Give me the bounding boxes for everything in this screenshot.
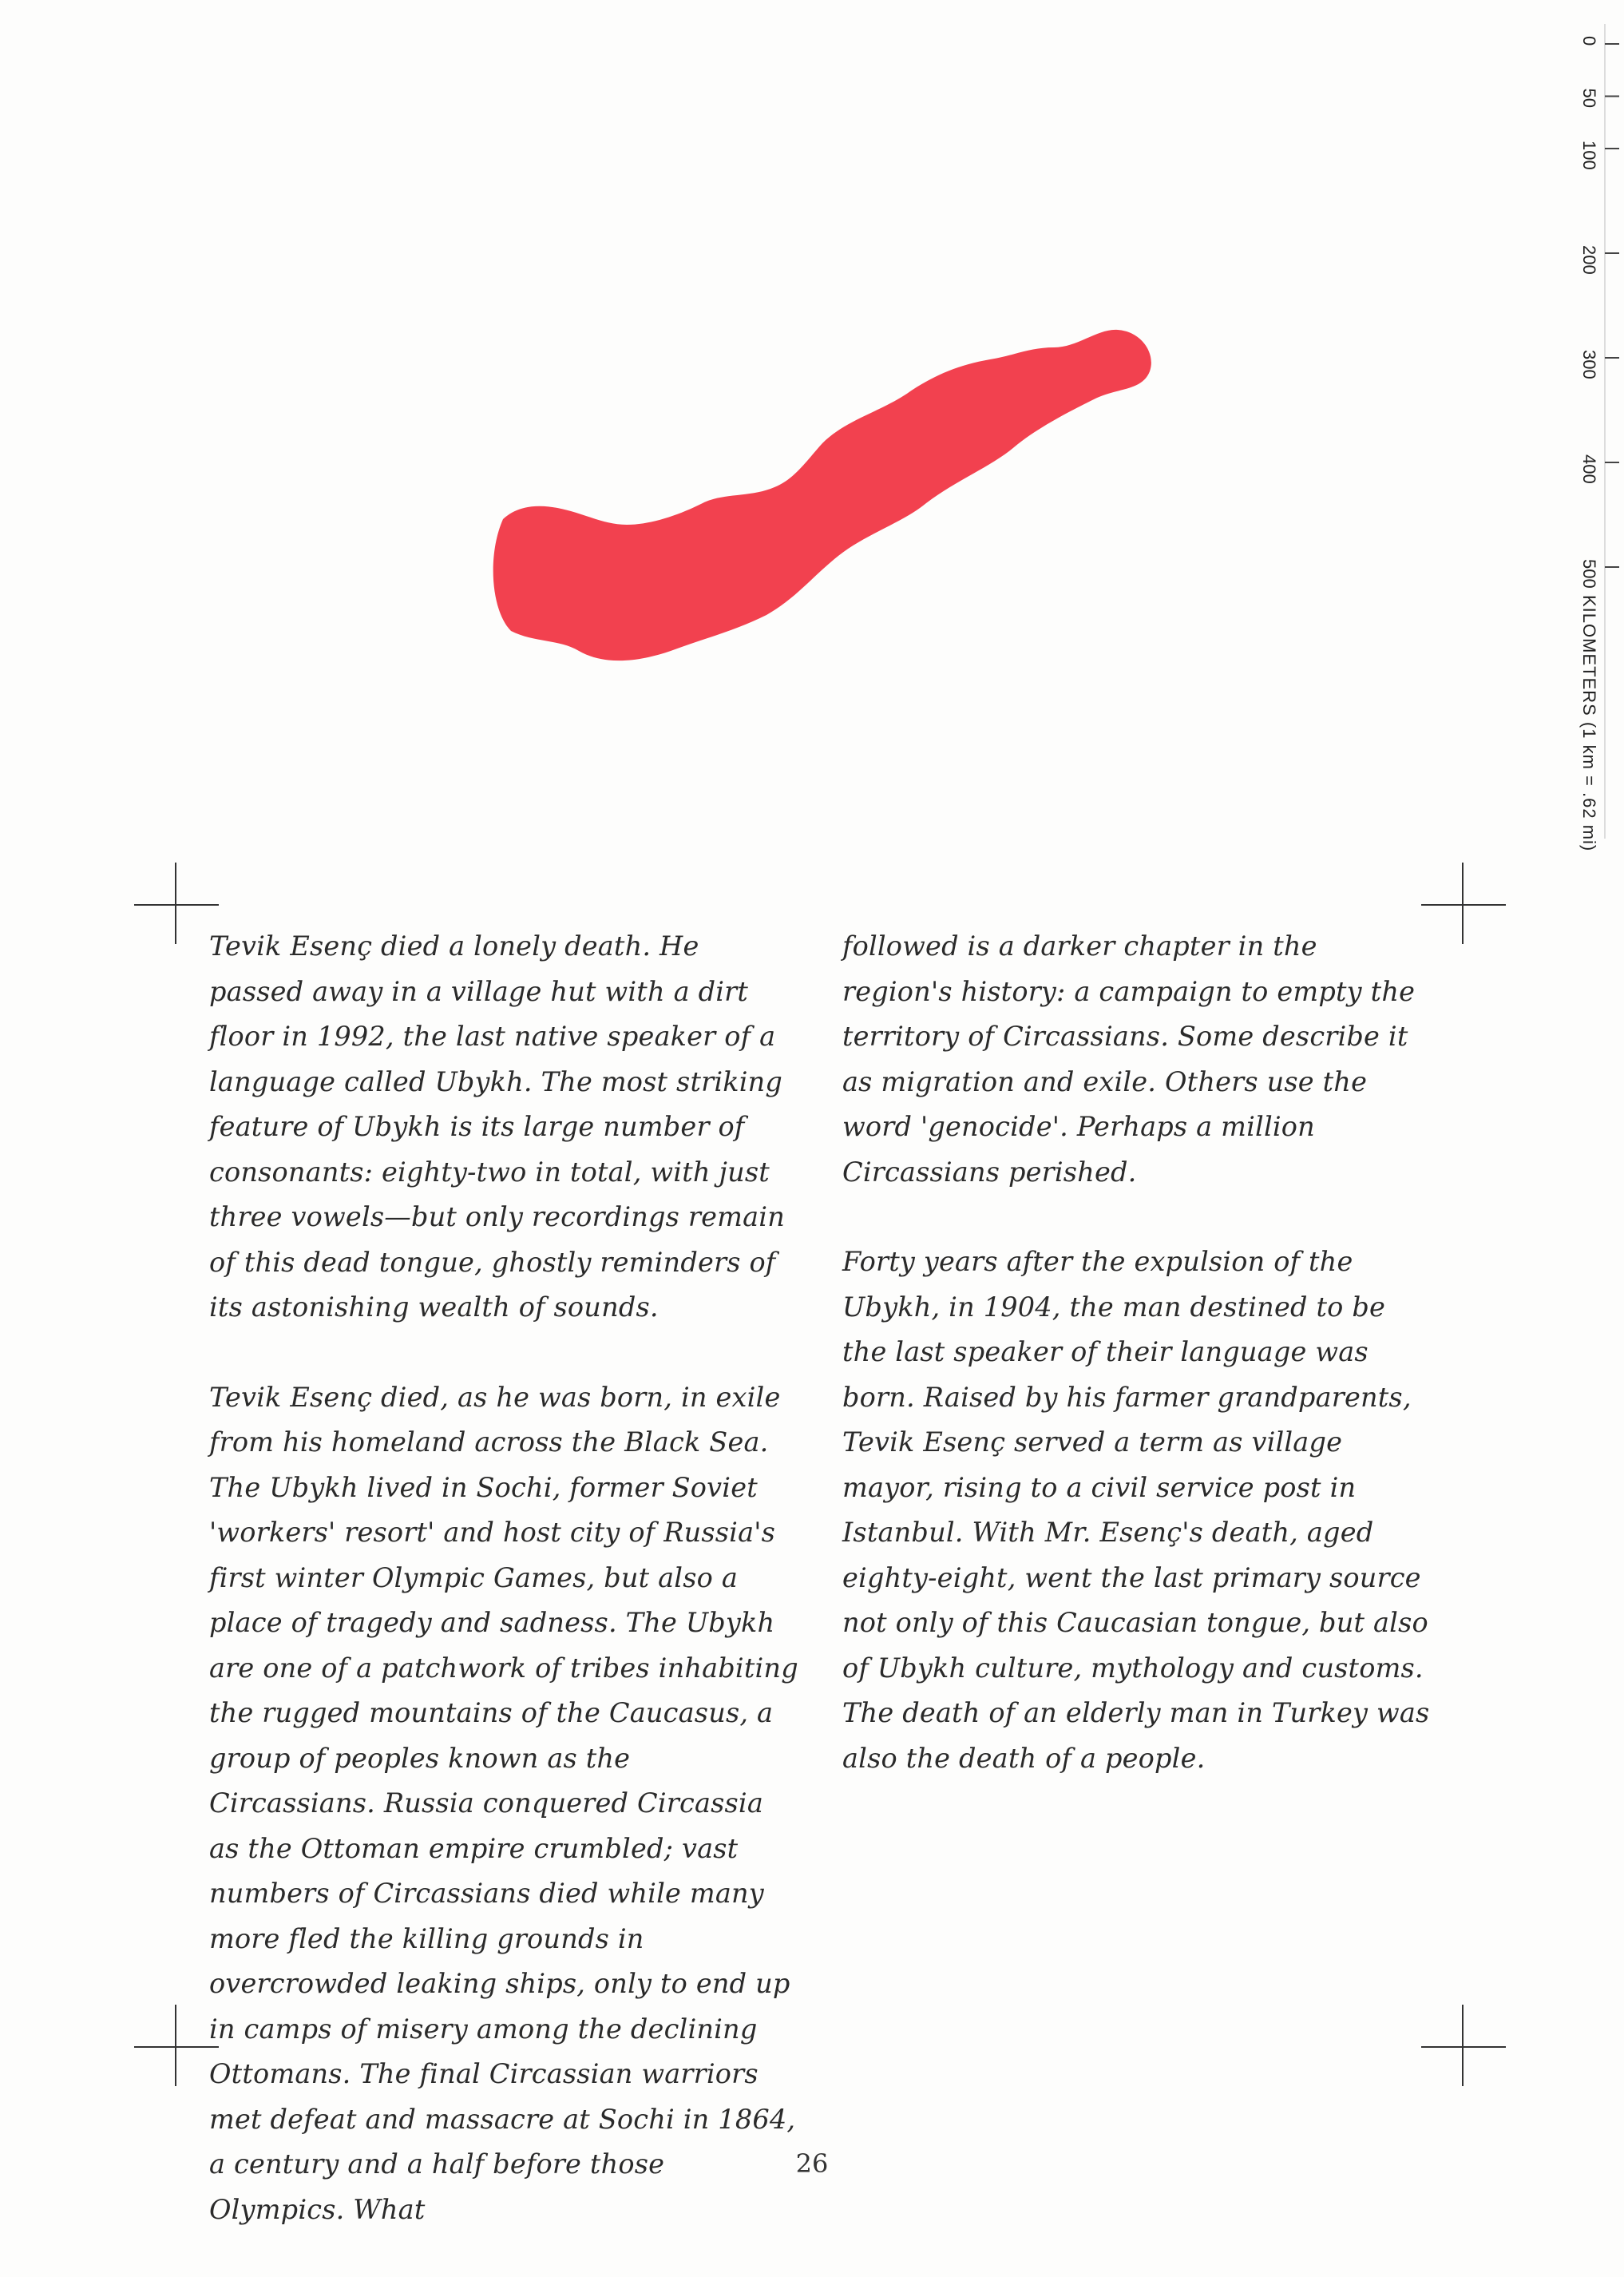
scale-tick-label: 100: [1579, 141, 1599, 170]
page-number: 26: [795, 2148, 829, 2179]
scale-tick-label: 500: [1579, 559, 1599, 589]
paragraph: Forty years after the expulsion of the Ubykh, in 1904, the man destined to be the last speaker of their language was born. Raised by his farmer grandparents, Tevik Esenç served a term as village mayor, rising to a civil service post in Istanbul. With Mr. Esenç's death, aged eighty-eight, went the last primary source not only of this Caucasian tongue, but also of Ubykh culture, mythology and customs. The death of an elderly man in Turkey was also the death of a people.: [842, 1246, 1430, 1774]
kilometer-scale-bar: [1555, 0, 1624, 879]
right-text-column: [842, 924, 1433, 1826]
scale-tick-label: 400: [1579, 454, 1599, 484]
scale-tick-label: 200: [1579, 245, 1599, 275]
paragraph: Tevik Esenç died, as he was born, in exile from his homeland across the Black Sea. The Ubykh lived in Sochi, former Soviet 'workers' resort' and host city of Russia's first winter Olympic Games, but also a place of tragedy and sadness. The Ubykh are one of a patchwork of tribes inhabiting the rugged mountains of the Caucasus, a group of peoples known as the Circassians. Russia conquered Circassia as the Ottoman empire crumbled; vast numbers of Circassians died while many more fled the killing grounds in overcrowded leaking ships, only to end up in camps of misery among the declining Ottomans. The final Circassian warriors met defeat and massacre at Sochi in 1864, a century and a half before those Olympics. What: [209, 1381, 798, 2225]
scale-tick-label: 50: [1579, 88, 1599, 108]
paragraph: Tevik Esenç died a lonely death. He passed away in a village hut with a dirt floor in 1992, the last native speaker of a language called Ubykh. The most striking feature of Ubykh is its large number of consonants: eighty-two in total, with just three vowels—but only recordings remain of this dead tongue, ghostly reminders of its astonishing wealth of sounds.: [209, 930, 785, 1323]
ubykh-territory-shape: [479, 315, 1198, 683]
scale-tick-label: 0: [1579, 36, 1599, 46]
scale-tick-label: 300: [1579, 350, 1599, 379]
left-text-column: [209, 924, 800, 2277]
scale-unit-label: KILOMETERS (1 km = .62 mi): [1579, 595, 1599, 852]
paragraph: followed is a darker chapter in the region's history: a campaign to empty the territory of Circassians. Some describe it as migration and exile. Others use the word 'genocide'. Perhaps a million Circassians perished.: [842, 930, 1416, 1188]
